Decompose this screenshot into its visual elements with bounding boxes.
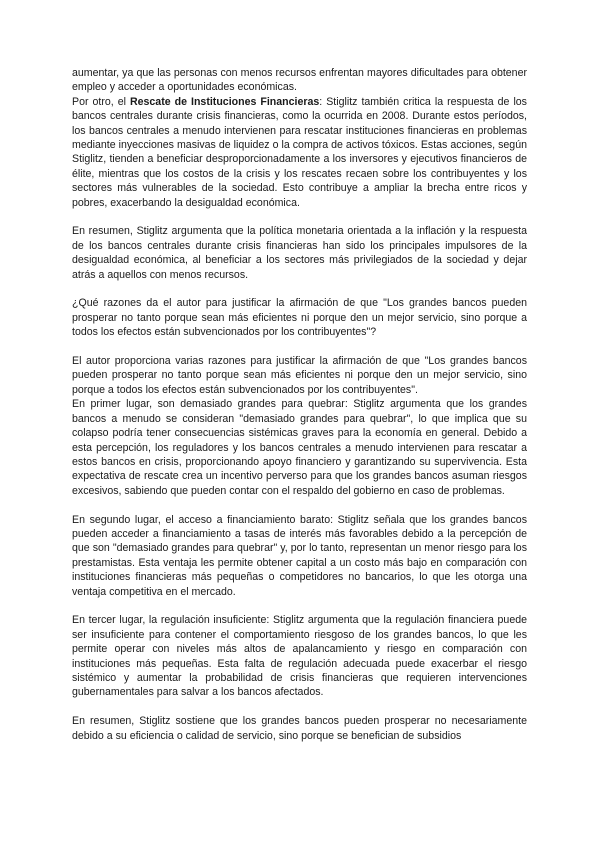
paragraph-employment: aumentar, ya que las personas con menos recursos enfrentan mayores dificultades para obtener empleo y acceder a oportunidades económicas. bbox=[72, 67, 527, 94]
paragraph-third-reason: En tercer lugar, la regulación insuficiente: Stiglitz argumenta que la regulación financiera puede ser insuficiente para contener el comportamiento riesgoso de los grandes bancos, lo que les permite operar con niveles más altos de apalancamiento y riesgo en comparación con instituciones más pequeñas. Esta falta de regulación adecuada puede exacerbar el riesgo sistémico y aumentar la probabilidad de crisis financieras que requieren intervenciones gubernamentales para salvar a los bancos afectados. bbox=[72, 614, 527, 699]
question: ¿Qué razones da el autor para justificar la afirmación de que "Los grandes bancos pueden prosperar no tanto porque sean más eficientes ni porque den un mejor servicio, sino porque a todos los efectos están subvencionados por los contribuyentes"? bbox=[72, 297, 527, 339]
paragraph-summary-1: En resumen, Stiglitz argumenta que la política monetaria orientada a la inflación y la respuesta de los bancos centrales durante crisis financieras han sido los principales impulsores de la desigualdad económica, al beneficiar a los sectores más privilegiados de la sociedad y dejar atrás a aquellos con menos recursos. bbox=[72, 225, 527, 281]
paragraph-first-reason: En primer lugar, son demasiado grandes para quebrar: Stiglitz argumenta que los grandes bancos a menudo se consideran "demasiado grandes para quebrar", lo que implica que su colapso podría tener consecuencias sistémicas graves para la economía en general. Debido a esta percepción, los reguladores y los bancos centrales a menudo intervienen para rescatar a estos bancos en crisis, proporcionando apoyo financiero y garantizando su supervivencia. Esta expectativa de rescate crea un incentivo perverso para que los grandes bancos asuman riesgos excesivos, sabiendo que pueden contar con el respaldo del gobierno en caso de problemas. bbox=[72, 398, 527, 497]
paragraph-summary-2: En resumen, Stiglitz sostiene que los grandes bancos pueden prosperar no necesariamente debido a su eficiencia o calidad de servicio, sino porque se benefician de subsidios bbox=[72, 715, 527, 742]
rescue-heading: Rescate de Instituciones Financieras bbox=[129, 95, 320, 108]
paragraph-rescue bbox=[72, 95, 527, 210]
rescue-text: : Stiglitz también critica la respuesta de los bancos centrales durante crisis financieras, como la ocurrida en 2008. Durante estos períodos, los bancos centrales a menudo intervienen para rescatar instituciones financieras en problemas mediante inyecciones masivas de liquidez o la compra de activos tóxicos. Estas acciones, según Stiglitz, tienden a beneficiar desproporcionadamente a los inversores y ejecutivos financieros de élite, mientras que los costos de la crisis y los rescates recaen sobre los contribuyentes y los sectores más vulnerables de la sociedad. Esto contribuye a ampliar la brecha entre ricos y pobres, exacerbando la desigualdad económica. bbox=[72, 95, 527, 209]
document-body bbox=[72, 66, 527, 743]
paragraph-answer-intro: El autor proporciona varias razones para justificar la afirmación de que "Los grandes bancos pueden prosperar no tanto porque sean más eficientes ni porque den un mejor servicio, sino porque a todos los efectos están subvencionados por los contribuyentes". bbox=[72, 355, 527, 396]
paragraph-second-reason: En segundo lugar, el acceso a financiamiento barato: Stiglitz señala que los grandes bancos pueden acceder a financiamiento a tasas de interés más favorables debido a la percepción de que son "demasiado grandes para quebrar" y, por lo tanto, representan un menor riesgo para los prestamistas. Esta ventaja les permite obtener capital a un costo más bajo en comparación con instituciones financieras más pequeñas o competidores no bancarios, lo que les otorga una ventaja competitiva en el mercado. bbox=[72, 513, 527, 598]
rescue-lead: Por otro, el bbox=[72, 95, 130, 108]
